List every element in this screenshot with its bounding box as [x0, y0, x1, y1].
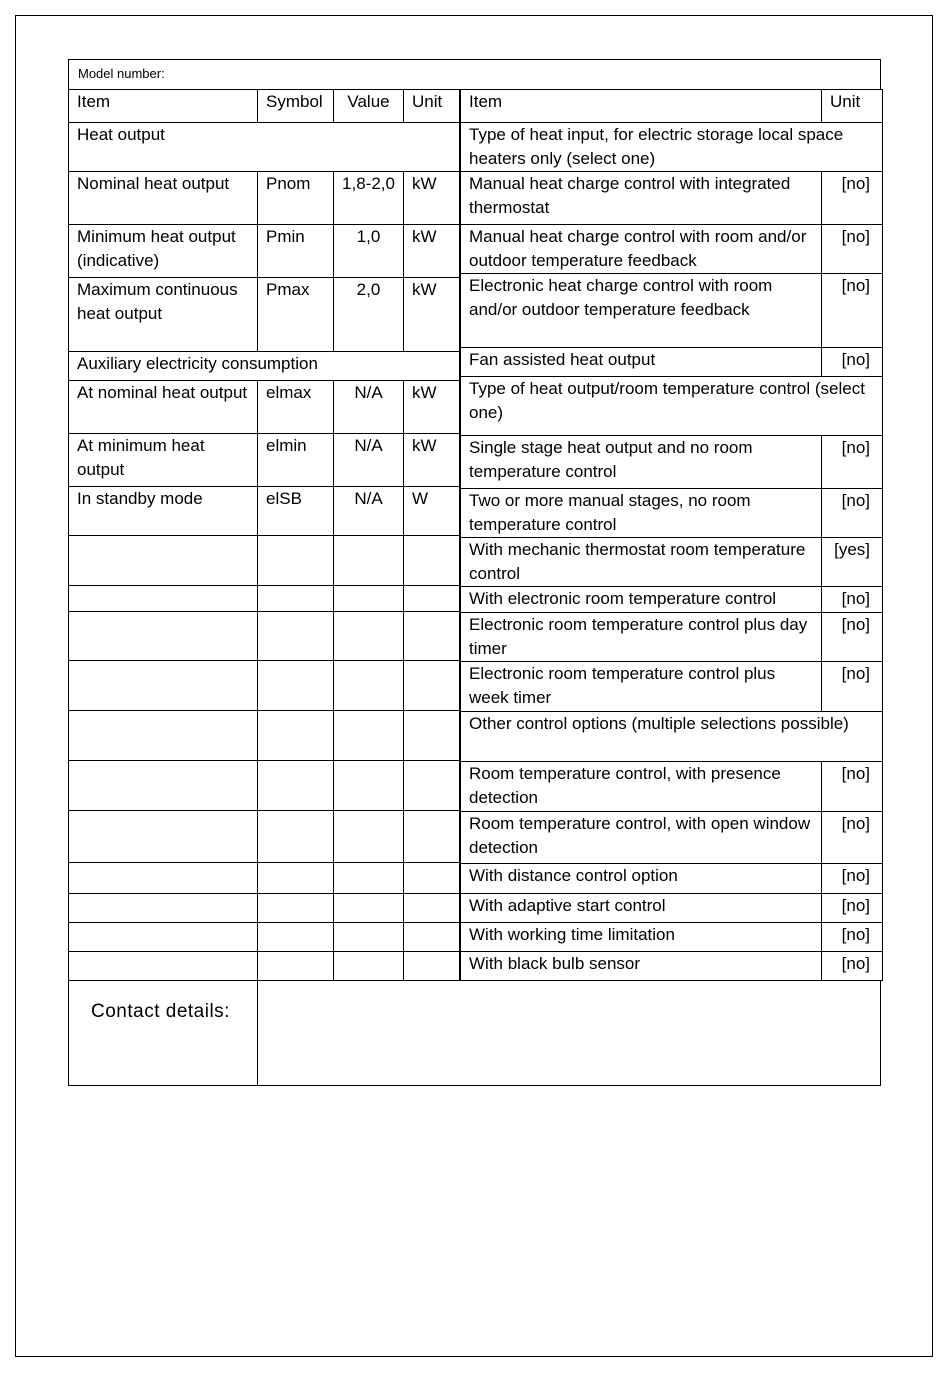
- right-header-cell: Item: [461, 90, 822, 123]
- table-row: [461, 923, 883, 952]
- item-cell: With mechanic thermostat room temperature control: [461, 538, 822, 587]
- left-header-row: [69, 90, 460, 123]
- empty-cell: [258, 660, 334, 710]
- symbol-cell: elmin: [258, 434, 334, 487]
- empty-cell: [334, 761, 404, 811]
- item-cell: With working time limitation: [461, 923, 822, 952]
- empty-cell: [334, 951, 404, 980]
- empty-cell: [334, 611, 404, 660]
- option-value: [no]: [822, 172, 883, 225]
- left-table: [68, 89, 460, 981]
- option-value: [no]: [822, 613, 883, 662]
- table-row: [69, 380, 460, 433]
- empty-row: [69, 811, 460, 863]
- option-value: [no]: [822, 436, 883, 489]
- item-cell: Room temperature control, with presence detection: [461, 762, 822, 812]
- section-heading: Other control options (multiple selections possible): [461, 712, 883, 762]
- table-row: [461, 348, 883, 377]
- item-cell: Maximum continuous heat output: [69, 277, 258, 351]
- unit-cell: kW: [404, 380, 460, 433]
- item-cell: With black bulb sensor: [461, 952, 822, 981]
- table-row: [461, 225, 883, 274]
- table-row: [69, 351, 460, 380]
- symbol-cell: Pmin: [258, 225, 334, 277]
- item-cell: Fan assisted heat output: [461, 348, 822, 377]
- empty-cell: [69, 811, 258, 863]
- option-value: [no]: [822, 225, 883, 274]
- left-header-cell: Item: [69, 90, 258, 123]
- model-number-label: Model number:: [68, 59, 881, 89]
- empty-row: [69, 611, 460, 660]
- empty-cell: [334, 711, 404, 761]
- symbol-cell: elmax: [258, 380, 334, 433]
- table-row: [69, 123, 460, 172]
- empty-cell: [404, 951, 460, 980]
- empty-cell: [258, 761, 334, 811]
- empty-cell: [334, 585, 404, 611]
- empty-cell: [69, 660, 258, 710]
- value-cell: 1,0: [334, 225, 404, 277]
- option-value: [no]: [822, 923, 883, 952]
- item-cell: At nominal heat output: [69, 380, 258, 433]
- empty-cell: [258, 951, 334, 980]
- empty-cell: [69, 922, 258, 951]
- table-row: [461, 894, 883, 923]
- empty-cell: [334, 893, 404, 922]
- empty-cell: [404, 863, 460, 893]
- empty-cell: [258, 711, 334, 761]
- item-cell: In standby mode: [69, 487, 258, 536]
- empty-cell: [404, 811, 460, 863]
- right-header-row: [461, 90, 883, 123]
- empty-row: [69, 761, 460, 811]
- item-cell: Room temperature control, with open window detection: [461, 812, 822, 864]
- item-cell: Two or more manual stages, no room temperature control: [461, 489, 822, 538]
- contact-section: [68, 981, 881, 1086]
- left-header-cell: Unit: [404, 90, 460, 123]
- table-row: [461, 123, 883, 172]
- empty-row: [69, 863, 460, 893]
- option-value: [no]: [822, 864, 883, 894]
- empty-cell: [404, 585, 460, 611]
- item-cell: With electronic room temperature control: [461, 587, 822, 613]
- empty-cell: [69, 611, 258, 660]
- table-columns: [68, 89, 881, 981]
- table-row: [461, 762, 883, 812]
- empty-cell: [258, 863, 334, 893]
- empty-cell: [404, 711, 460, 761]
- empty-cell: [69, 893, 258, 922]
- contact-details-label: Contact details:: [69, 981, 258, 1085]
- left-header-cell: Value: [334, 90, 404, 123]
- empty-cell: [404, 922, 460, 951]
- value-cell: N/A: [334, 380, 404, 433]
- option-value: [no]: [822, 274, 883, 348]
- value-cell: N/A: [334, 434, 404, 487]
- table-row: [461, 538, 883, 587]
- empty-cell: [334, 922, 404, 951]
- value-cell: 2,0: [334, 277, 404, 351]
- empty-cell: [258, 893, 334, 922]
- empty-cell: [334, 660, 404, 710]
- empty-cell: [404, 761, 460, 811]
- item-cell: Single stage heat output and no room temperature control: [461, 436, 822, 489]
- table-row: [461, 812, 883, 864]
- item-cell: With distance control option: [461, 864, 822, 894]
- right-table: [460, 89, 883, 981]
- empty-cell: [258, 536, 334, 585]
- option-value: [no]: [822, 489, 883, 538]
- spec-sheet: [68, 59, 881, 1086]
- empty-cell: [334, 536, 404, 585]
- symbol-cell: Pnom: [258, 172, 334, 225]
- table-row: [69, 487, 460, 536]
- option-value: [no]: [822, 812, 883, 864]
- empty-row: [69, 536, 460, 585]
- empty-row: [69, 660, 460, 710]
- table-row: [69, 277, 460, 351]
- option-value: [no]: [822, 952, 883, 981]
- unit-cell: kW: [404, 225, 460, 277]
- item-cell: Electronic room temperature control plus week timer: [461, 662, 822, 712]
- table-row: [461, 952, 883, 981]
- table-row: [69, 225, 460, 277]
- symbol-cell: elSB: [258, 487, 334, 536]
- empty-cell: [258, 811, 334, 863]
- value-cell: 1,8-2,0: [334, 172, 404, 225]
- table-row: [69, 434, 460, 487]
- table-row: [69, 172, 460, 225]
- table-row: [461, 613, 883, 662]
- empty-row: [69, 951, 460, 980]
- empty-cell: [334, 811, 404, 863]
- left-header-cell: Symbol: [258, 90, 334, 123]
- empty-cell: [404, 536, 460, 585]
- option-value: [no]: [822, 894, 883, 923]
- section-heading: Auxiliary electricity consumption: [69, 351, 460, 380]
- table-row: [461, 436, 883, 489]
- empty-cell: [69, 863, 258, 893]
- empty-cell: [69, 536, 258, 585]
- table-row: [461, 864, 883, 894]
- empty-cell: [258, 585, 334, 611]
- section-heading: Type of heat input, for electric storage local space heaters only (select one): [461, 123, 883, 172]
- empty-cell: [69, 951, 258, 980]
- empty-row: [69, 585, 460, 611]
- section-heading: Heat output: [69, 123, 460, 172]
- unit-cell: kW: [404, 277, 460, 351]
- item-cell: With adaptive start control: [461, 894, 822, 923]
- empty-cell: [258, 922, 334, 951]
- table-row: [461, 377, 883, 436]
- empty-row: [69, 893, 460, 922]
- option-value: [no]: [822, 587, 883, 613]
- item-cell: Manual heat charge control with room and/or outdoor temperature feedback: [461, 225, 822, 274]
- symbol-cell: Pmax: [258, 277, 334, 351]
- item-cell: Nominal heat output: [69, 172, 258, 225]
- empty-cell: [334, 863, 404, 893]
- unit-cell: kW: [404, 172, 460, 225]
- option-value: [no]: [822, 762, 883, 812]
- unit-cell: kW: [404, 434, 460, 487]
- empty-row: [69, 711, 460, 761]
- empty-row: [69, 922, 460, 951]
- value-cell: N/A: [334, 487, 404, 536]
- item-cell: At minimum heat output: [69, 434, 258, 487]
- empty-cell: [404, 660, 460, 710]
- item-cell: Manual heat charge control with integrated thermostat: [461, 172, 822, 225]
- table-row: [461, 712, 883, 762]
- item-cell: Minimum heat output (indicative): [69, 225, 258, 277]
- option-value: [no]: [822, 348, 883, 377]
- table-row: [461, 172, 883, 225]
- table-row: [461, 587, 883, 613]
- empty-cell: [404, 893, 460, 922]
- option-value: [yes]: [822, 538, 883, 587]
- table-row: [461, 662, 883, 712]
- empty-cell: [404, 611, 460, 660]
- item-cell: Electronic room temperature control plus day timer: [461, 613, 822, 662]
- empty-cell: [69, 761, 258, 811]
- empty-cell: [69, 585, 258, 611]
- item-cell: Electronic heat charge control with room and/or outdoor temperature feedback: [461, 274, 822, 348]
- table-row: [461, 489, 883, 538]
- contact-details-value: [258, 981, 880, 1085]
- right-header-cell: Unit: [822, 90, 883, 123]
- unit-cell: W: [404, 487, 460, 536]
- option-value: [no]: [822, 662, 883, 712]
- empty-cell: [69, 711, 258, 761]
- empty-cell: [258, 611, 334, 660]
- table-row: [461, 274, 883, 348]
- section-heading: Type of heat output/room temperature control (select one): [461, 377, 883, 436]
